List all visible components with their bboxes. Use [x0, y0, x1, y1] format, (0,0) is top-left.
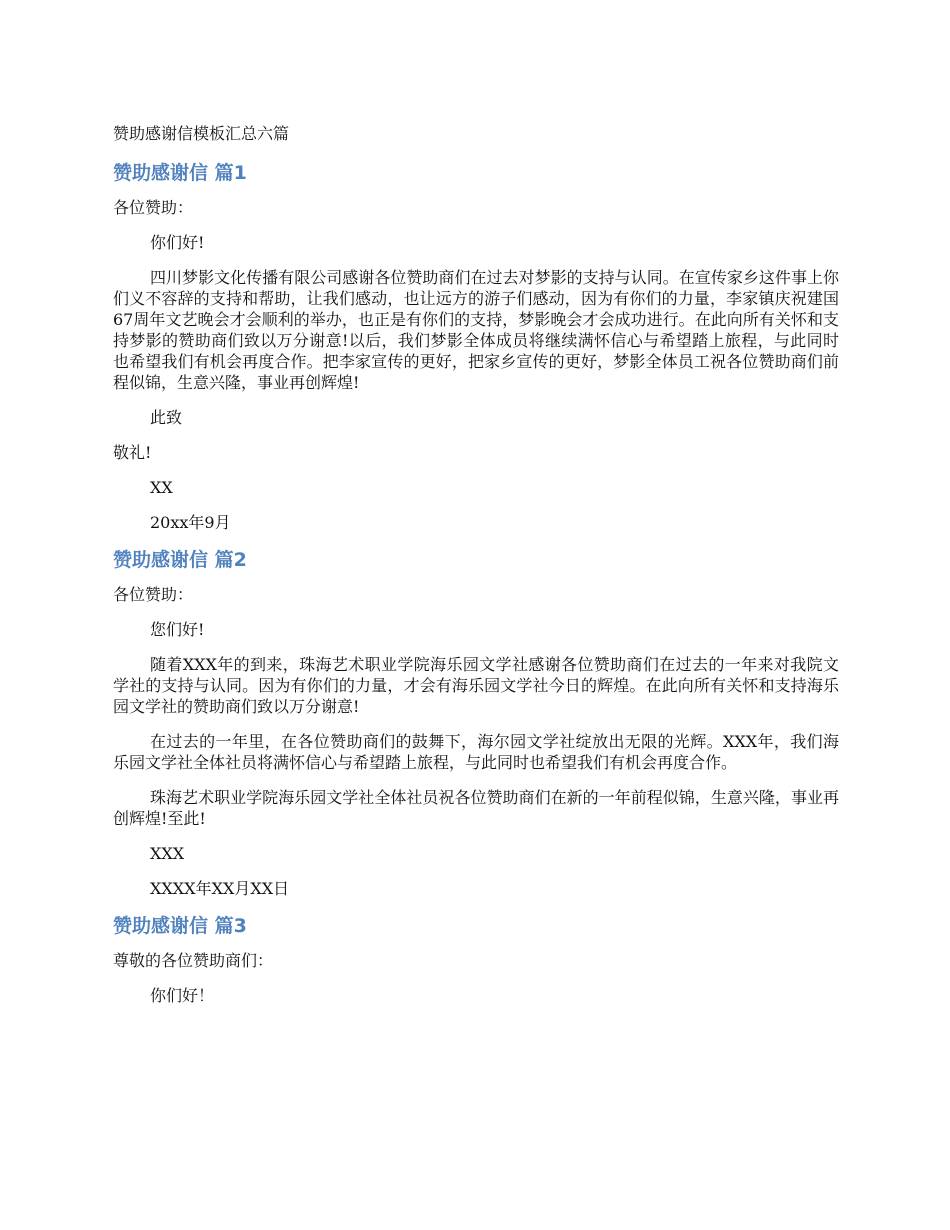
document-page: [113, 122, 839, 1020]
body-paragraph: 随着XXX年的到来，珠海艺术职业学院海乐园文学社感谢各位赞助商们在过去的一年来对我院文学社的支持与认同。因为有你们的力量，才会有海乐园文学社今日的辉煌。在此向所有关怀和支持海乐园文学社的赞助商们致以万分谢意!: [113, 655, 839, 716]
regards: 敬礼!: [113, 443, 152, 462]
date: XXXX年XX月XX日: [150, 879, 290, 898]
date: 20xx年9月: [150, 513, 231, 532]
signature: XX: [150, 478, 173, 497]
greeting: 你们好!: [150, 233, 205, 252]
salutation: 尊敬的各位赞助商们：: [113, 951, 274, 970]
section-heading: 赞助感谢信 篇3: [113, 915, 247, 937]
body-paragraph: 在过去的一年里，在各位赞助商们的鼓舞下，海尔园文学社绽放出无限的光辉。XXX年，我们海乐园文学社全体社员将满怀信心与希望踏上旅程，与此同时也希望我们有机会再度合作。: [113, 732, 839, 772]
body-paragraph: 四川梦影文化传播有限公司感谢各位赞助商们在过去对梦影的支持与认同。在宣传家乡这件事上你们义不容辞的支持和帮助，让我们感动，也让远方的游子们感动，因为有你们的力量，李家镇庆祝建国67周年文艺晚会才会顺利的举办，也正是有你们的支持，梦影晚会才会成功进行。在此向所有关怀和支持梦影的赞助商们致以万分谢意!以后，我们梦影全体成员将继续满怀信心与希望踏上旅程，与此同时也希望我们有机会再度合作。把李家宣传的更好，把家乡宣传的更好，梦影全体员工祝各位赞助商们前程似锦，生意兴隆，事业再创辉煌!: [113, 268, 839, 392]
section-heading: 赞助感谢信 篇1: [113, 162, 247, 184]
letter-section-2: [113, 547, 839, 899]
section-heading: 赞助感谢信 篇2: [113, 549, 247, 571]
salutation: 各位赞助：: [113, 198, 194, 217]
salutation: 各位赞助：: [113, 585, 194, 604]
letter-section-3: [113, 913, 839, 1006]
signature: XXX: [150, 844, 185, 863]
body-paragraph: 珠海艺术职业学院海乐园文学社全体社员祝各位赞助商们在新的一年前程似锦，生意兴隆，事业再创辉煌!至此!: [113, 788, 839, 828]
document-title: 赞助感谢信模板汇总六篇: [113, 124, 290, 143]
closing: 此致: [150, 408, 183, 427]
letter-section-1: [113, 160, 839, 533]
greeting: 您们好!: [150, 620, 205, 639]
greeting: 你们好！: [150, 986, 215, 1005]
